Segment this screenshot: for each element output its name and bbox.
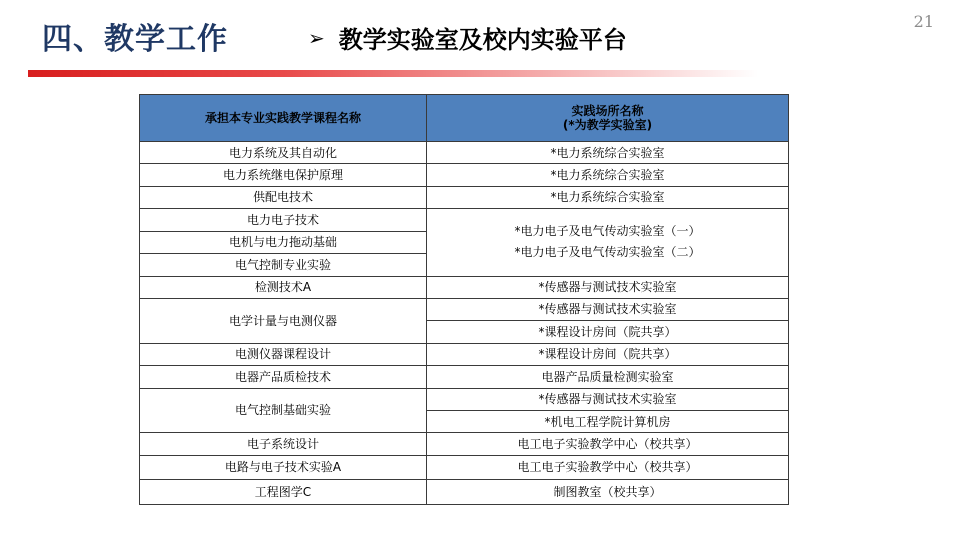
venue-cell: 电工电子实验教学中心（校共享） [427, 455, 789, 479]
venue-cell: 电器产品质量检测实验室 [427, 366, 789, 388]
course-cell: 电力电子技术 [140, 209, 427, 231]
table-row [140, 209, 789, 231]
venue-cell: *传感器与测试技术实验室 [427, 298, 789, 320]
table-row [140, 186, 789, 208]
course-cell: 电气控制专业实验 [140, 254, 427, 276]
venue-line: *电力电子及电气传动实验室（一） [514, 224, 701, 239]
table-row [140, 366, 789, 388]
venue-line: *电力电子及电气传动实验室（二） [514, 245, 701, 260]
table-row [140, 343, 789, 365]
header-venue-line1: 实践场所名称 [571, 103, 644, 118]
venue-cell: *机电工程学院计算机房 [427, 411, 789, 433]
table-row [140, 388, 789, 410]
section-title: 四、教学工作 [42, 22, 228, 57]
table-header-row [140, 95, 789, 142]
course-cell: 电测仪器课程设计 [140, 343, 427, 365]
course-cell-merged: 电气控制基础实验 [140, 388, 427, 433]
header-venue-line2: (*为教学实验室) [562, 118, 653, 132]
course-cell: 电机与电力拖动基础 [140, 231, 427, 253]
page-number: 21 [913, 12, 934, 31]
course-cell: 电子系统设计 [140, 433, 427, 455]
venue-cell: *电力系统综合实验室 [427, 142, 789, 164]
table-row [140, 480, 789, 505]
table-row [140, 433, 789, 455]
venue-cell: *课程设计房间（院共享） [427, 343, 789, 365]
course-cell: 电力系统及其自动化 [140, 142, 427, 164]
table-row [140, 298, 789, 320]
title-underline-bar [28, 70, 758, 77]
course-cell-merged: 电学计量与电测仪器 [140, 298, 427, 343]
arrow-bullet-icon: ➢ [308, 25, 325, 50]
venue-cell: *电力系统综合实验室 [427, 186, 789, 208]
venue-cell: 制图教室（校共享） [427, 480, 789, 505]
header-course-name: 承担本专业实践教学课程名称 [140, 95, 427, 142]
venue-cell: *电力系统综合实验室 [427, 164, 789, 186]
table-row [140, 276, 789, 298]
venue-cell: *传感器与测试技术实验室 [427, 276, 789, 298]
header-venue-name [427, 95, 789, 142]
course-cell: 电路与电子技术实验A [140, 455, 427, 479]
venue-cell-merged [427, 209, 789, 276]
course-cell: 电器产品质检技术 [140, 366, 427, 388]
course-cell: 电力系统继电保护原理 [140, 164, 427, 186]
subtitle-text: 教学实验室及校内实验平台 [338, 26, 627, 54]
venue-cell: *课程设计房间（院共享） [427, 321, 789, 343]
venue-cell: 电工电子实验教学中心（校共享） [427, 433, 789, 455]
table-row [140, 455, 789, 479]
course-cell: 供配电技术 [140, 186, 427, 208]
course-cell: 工程图学C [140, 480, 427, 505]
table-row [140, 164, 789, 186]
lab-course-table [139, 94, 789, 505]
venue-cell: *传感器与测试技术实验室 [427, 388, 789, 410]
slide-subtitle [308, 20, 627, 55]
course-cell: 检测技术A [140, 276, 427, 298]
table-row [140, 142, 789, 164]
